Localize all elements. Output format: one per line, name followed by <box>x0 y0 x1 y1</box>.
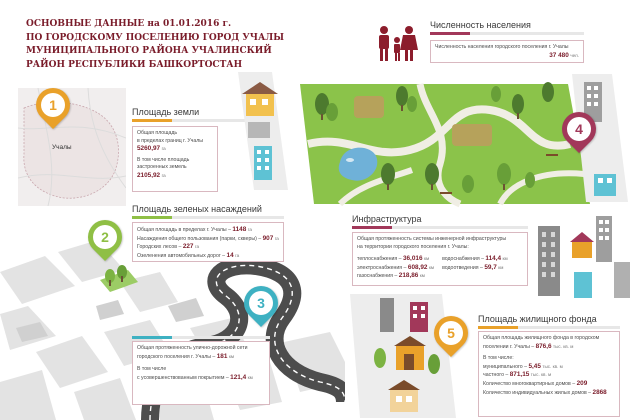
green-accent-bar <box>132 216 284 219</box>
housing-text: поселении г. Учалы – <box>483 343 535 350</box>
population-heading: Численность населения <box>430 20 531 30</box>
city-buildings-illustration <box>534 212 634 306</box>
unit: км <box>502 256 508 262</box>
roads-info-panel <box>132 341 270 405</box>
unit: тыс. кв. м <box>553 343 574 349</box>
infra-row-label: газоснабжения – <box>357 273 398 280</box>
land-text: застроенных земель <box>137 164 187 171</box>
houses-illustration-left <box>238 72 288 190</box>
housing-row-value: 871,15 <box>509 371 530 379</box>
housing-info-panel <box>478 331 620 417</box>
pin-marker-1 <box>36 88 70 122</box>
family-icon <box>374 24 422 62</box>
pin-marker-3 <box>244 286 278 320</box>
map-city-label: Учалы <box>52 144 72 151</box>
infra-heading: Инфраструктура <box>352 214 422 224</box>
housing-heading: Площадь жилищного фонда <box>478 314 597 324</box>
land-text: В том числе площадь <box>137 156 190 163</box>
infra-text: на территории городского поселения г. Учалы: <box>357 243 469 250</box>
housing-accent-bar <box>478 326 620 329</box>
housing-row-label: Количество многоквартирных домов – <box>483 380 576 387</box>
roads-total-value: 181 <box>216 352 228 360</box>
unit: га <box>161 172 166 178</box>
unit: га <box>247 227 252 232</box>
pin-number: 4 <box>567 117 591 141</box>
green-row-value: 1148 <box>232 226 247 233</box>
unit: га <box>235 252 240 258</box>
housing-row-value: 2868 <box>592 388 607 396</box>
infra-row-value: 59,7 <box>484 263 497 271</box>
roads-text: В том числе <box>137 366 167 373</box>
land-built-value: 2105,92 <box>137 171 161 179</box>
population-info-panel <box>430 40 584 63</box>
land-text: Общая площадь <box>137 130 178 136</box>
title-line: ОСНОВНЫЕ ДАННЫЕ на 01.01.2016 г. <box>26 19 232 29</box>
infra-text: Общая протяженность системы инженерной инфраструктуры <box>357 236 507 242</box>
infra-row-value: 114,4 <box>485 255 502 263</box>
unit: га <box>274 235 279 241</box>
green-row-value: 907 <box>262 234 274 242</box>
housing-sub: В том числе: <box>483 355 514 362</box>
infra-info-panel <box>352 232 528 286</box>
infra-row-label: теплоснабжения – <box>357 256 402 263</box>
page-title <box>26 18 285 72</box>
population-accent-bar <box>430 32 584 35</box>
infra-accent-bar <box>352 226 528 229</box>
green-row-value: 227 <box>182 243 194 251</box>
roads-text: с усовершенствованным покрытием – <box>137 374 229 381</box>
housing-total-value: 876,6 <box>535 342 552 350</box>
housing-row-label: частного – <box>483 372 509 379</box>
unit: км <box>419 273 425 279</box>
green-row-label: Озеленения автомобильных дорог – <box>137 252 226 259</box>
tree-patch-illustration <box>96 262 140 292</box>
green-heading: Площадь зеленых насаждений <box>132 204 262 214</box>
infra-row-value: 608,92 <box>407 263 428 271</box>
green-row-label: Общая площадь в пределах г. Учалы – <box>137 227 231 233</box>
housing-row-value: 5,45 <box>528 362 541 370</box>
housing-illustration <box>350 294 456 418</box>
population-value: 37 480 <box>549 51 569 59</box>
green-row-value: 14 <box>226 251 234 259</box>
title-line: РАЙОН РЕСПУБЛИКИ БАШКОРТОСТАН <box>26 59 243 70</box>
housing-row-label: муниципального – <box>483 363 528 370</box>
land-text: в пределах границ г. Учалы <box>137 137 203 144</box>
infra-row-value: 36,016 <box>402 255 423 263</box>
unit: км <box>498 264 504 270</box>
green-info-panel <box>132 222 284 262</box>
title-line: ПО ГОРОДСКОМУ ПОСЕЛЕНИЮ ГОРОД УЧАЛЫ <box>26 32 285 43</box>
green-row-label: Городских лесов – <box>137 244 182 251</box>
infra-row-value: 218,86 <box>398 272 419 280</box>
land-heading: Площадь земли <box>132 107 200 117</box>
title-line: МУНИЦИПАЛЬНОГО РАЙОНА УЧАЛИНСКИЙ <box>26 46 272 56</box>
unit: км <box>247 374 253 380</box>
roads-paved-value: 121,4 <box>230 373 247 381</box>
pin-number: 5 <box>439 321 463 345</box>
unit: га <box>161 146 166 152</box>
pin-marker-4 <box>562 112 596 146</box>
housing-row-label: Количество индивидуальных жилых домов – <box>483 389 592 396</box>
unit: га <box>194 244 200 250</box>
unit: чел. <box>570 52 579 58</box>
pin-number: 2 <box>93 225 117 249</box>
unit: км <box>428 264 435 270</box>
land-info-panel <box>132 126 218 192</box>
pin-number: 1 <box>41 93 65 117</box>
pin-marker-2 <box>88 220 122 254</box>
unit: тыс. кв. м <box>530 372 552 378</box>
roads-text: городского поселения г. Учалы – <box>137 353 216 360</box>
population-label: Численность населения городского поселения г. Учалы <box>435 44 569 50</box>
unit: км <box>423 256 430 262</box>
housing-text: Общая площадь жилищного фонда в городском <box>483 335 600 341</box>
green-row-label: Насаждения общего пользования (парки, скверы) – <box>137 235 262 242</box>
housing-row-value: 209 <box>576 379 588 387</box>
infra-row-label: водоснабжения – <box>442 256 484 263</box>
land-total-value: 5260,97 <box>137 145 161 153</box>
park-illustration <box>300 74 590 210</box>
unit: тыс. кв. м <box>542 363 563 369</box>
uchaly-map <box>18 88 126 206</box>
roads-text: Общая протяженность улично-дорожной сети <box>137 345 248 351</box>
infra-row-label: электроснабжения – <box>357 264 407 271</box>
pin-marker-5 <box>434 316 468 350</box>
infra-row-label: водоотведения – <box>442 264 483 271</box>
roads-accent-bar <box>132 336 270 339</box>
pin-number: 3 <box>249 291 273 315</box>
unit: км <box>228 353 235 359</box>
